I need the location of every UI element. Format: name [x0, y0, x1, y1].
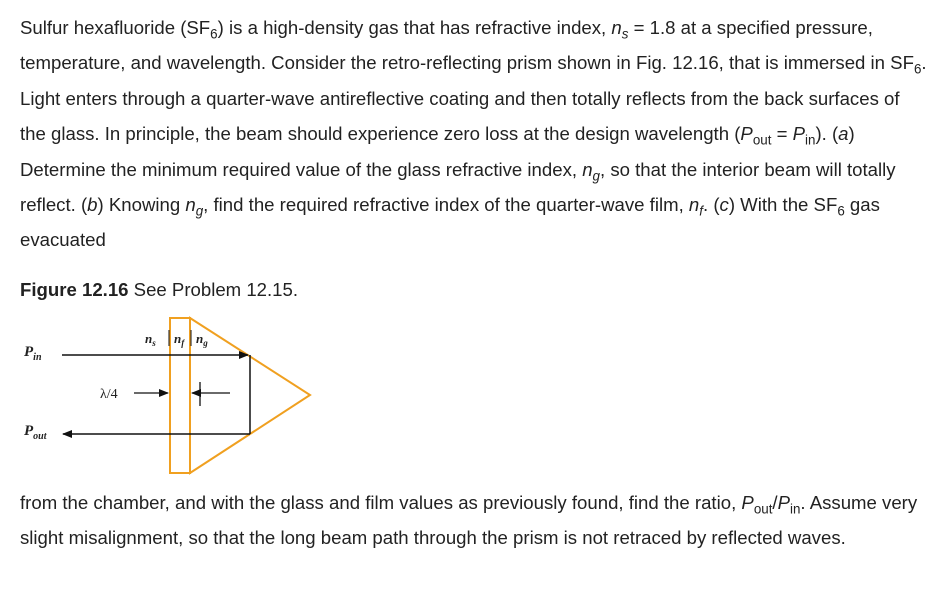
text-segment: . Assume very slight misalignment, so that the long beam path through the prism is not retraced by reflected waves.	[20, 492, 918, 549]
subscript: in	[805, 132, 816, 148]
subscript: out	[752, 132, 772, 148]
text-segment: Sulfur hexafluoride (SF	[20, 17, 211, 38]
figure-caption-text: See Problem 12.15.	[128, 279, 299, 300]
subscript: out	[753, 501, 773, 517]
subscript: g	[195, 203, 204, 219]
symbol-pout: P	[741, 492, 754, 513]
part-letter: b	[87, 194, 98, 216]
text-segment: ). (	[815, 123, 839, 145]
label-quarter-wave: λ/4	[100, 387, 118, 402]
label-pout: $P_{out}$	[24, 423, 47, 442]
subscript: 6	[837, 203, 845, 219]
label-nf: $n_f$	[174, 331, 185, 348]
label-ns: $n_s$	[145, 331, 156, 348]
subscript: 6	[210, 26, 218, 42]
text-segment: ) Determine the minimum required value of the glass refractive index,	[20, 123, 855, 180]
label-pin: $P_{in}$	[24, 344, 42, 363]
symbol-ns: n	[611, 17, 622, 38]
text-segment: . (	[702, 194, 720, 216]
symbol-pin: P	[777, 492, 790, 513]
text-segment: ) With the SF	[728, 194, 838, 216]
prism-diagram	[0, 310, 340, 480]
symbol-pout: P	[740, 123, 753, 145]
figure-caption	[20, 276, 298, 304]
text-segment: ) Knowing	[97, 194, 186, 216]
symbol-pin: P	[792, 123, 806, 145]
text-segment: from the chamber, and with the glass and film values as previously found, find the ratio,	[20, 492, 742, 513]
text-segment: = 1.8 at a specified pressure, temperature, and wavelength. Consider the retro-reflecting prism shown in Fig. 12.16, that is immersed in SF	[20, 17, 914, 74]
part-letter: a	[838, 123, 849, 145]
text-segment: gas evacuated	[20, 194, 880, 251]
label-ng: $n_g$	[196, 331, 208, 348]
problem-paragraph-1	[20, 10, 930, 258]
text-segment: , so that the interior beam will totally reflect. (	[20, 158, 896, 216]
subscript: s	[621, 26, 629, 42]
subscript: 6	[913, 62, 922, 78]
text-segment: =	[771, 123, 793, 145]
symbol-ng: n	[185, 194, 196, 216]
figure-caption-label: Figure 12.16	[20, 279, 129, 300]
text-segment: ) is a high-density gas that has refractive index,	[217, 17, 612, 38]
text-segment: /	[772, 492, 778, 513]
part-letter: c	[719, 194, 729, 216]
problem-paragraph-2	[20, 485, 930, 556]
subscript: f	[699, 203, 703, 219]
symbol-ng: n	[582, 158, 593, 180]
symbol-nf: n	[688, 194, 700, 216]
subscript: in	[789, 501, 801, 517]
subscript: g	[592, 168, 600, 184]
text-segment: . Light enters through a quarter-wave antireflective coating and then totally reflects from the back surfaces of the glass. In principle, the beam should experience zero loss at the design wavelength (	[20, 52, 927, 145]
text-segment: , find the required refractive index of the quarter-wave film,	[203, 194, 689, 216]
